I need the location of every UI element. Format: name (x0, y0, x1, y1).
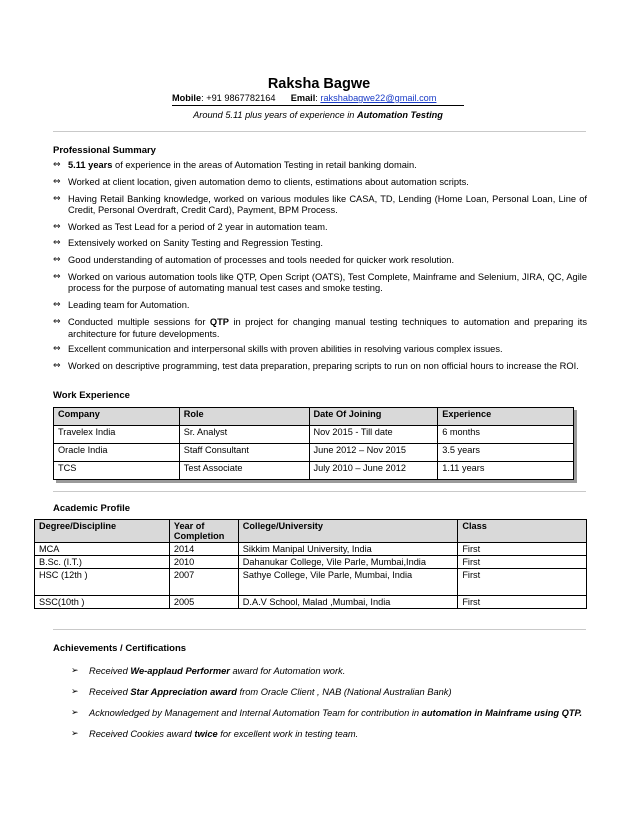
table-cell: Staff Consultant (179, 444, 309, 462)
arrowhead-bullet-icon: ➢ (71, 729, 79, 739)
list-item: ⇔ Worked on various automation tools like QTP, Open Script (OATS), Test Complete, Mainframe and Selenium, JIRA, QC, Agile process for the purpose of automating manual test cases and smoke testing. (53, 271, 587, 294)
column-header: Role (179, 408, 309, 426)
table-row (54, 444, 574, 462)
double-arrow-icon: ⇔ (53, 193, 61, 204)
list-item: ⇔ Conducted multiple sessions for QTP in project for changing manual testing techniques to automation and preparing its architecture for future developments. (53, 317, 588, 339)
tagline-highlight: Automation Testing (356, 110, 443, 120)
table-cell: 3.5 years (438, 444, 574, 462)
tagline-text: Around 5.11 plus years of experience in (193, 110, 355, 120)
double-arrow-icon: ⇔ (53, 176, 61, 187)
table-cell: 2007 (169, 569, 238, 596)
table-cell: 2010 (169, 556, 238, 569)
list-item: ⇔ Excellent communication and interpersonal skills with proven abilities in resolving various complex issues. (53, 344, 503, 355)
column-header: Date Of Joining (309, 408, 438, 426)
table-cell: Travelex India (54, 426, 180, 444)
double-arrow-icon: ⇔ (53, 361, 61, 372)
table-cell: July 2010 – June 2012 (309, 462, 438, 480)
mobile-label: Mobile (172, 93, 202, 103)
achievements-title: Achievements / Certifications (53, 643, 187, 654)
summary-title: Professional Summary (53, 145, 156, 156)
double-arrow-icon: ⇔ (53, 237, 61, 248)
table-cell: SSC(10th ) (35, 596, 170, 609)
table-cell: Oracle India (54, 444, 180, 462)
divider-academic (53, 629, 586, 630)
summary-list (53, 160, 587, 378)
academic-table (34, 519, 587, 609)
table-cell: First (458, 569, 587, 596)
table-cell: TCS (54, 462, 180, 480)
table-cell: Sathye College, Vile Parle, Mumbai, India (238, 569, 458, 596)
list-item: ⇔ Worked as Test Lead for a period of 2 year in automation team. (53, 222, 328, 233)
table-row (35, 596, 587, 609)
list-item: ➢ Received Cookies award twice for excellent work in testing team. (71, 726, 587, 743)
column-header: Year of Completion (169, 520, 238, 543)
candidate-name: Raksha Bagwe (267, 76, 371, 92)
table-cell: First (458, 596, 587, 609)
table-header-row (35, 520, 587, 543)
table-row (35, 543, 587, 556)
table-cell: Sr. Analyst (179, 426, 309, 444)
double-arrow-icon: ⇔ (53, 271, 61, 282)
experience-tagline (172, 110, 464, 120)
list-item: ⇔ Extensively worked on Sanity Testing and Regression Testing. (53, 237, 323, 248)
table-cell: Dahanukar College, Vile Parle, Mumbai,India (238, 556, 458, 569)
list-item: ⇔ 5.11 years of experience in the areas of Automation Testing in retail banking domain. (53, 160, 417, 170)
work-title: Work Experience (53, 390, 130, 401)
table-cell: B.Sc. (I.T.) (35, 556, 170, 569)
table-cell: Sikkim Manipal University, India (238, 543, 458, 556)
table-cell: Test Associate (179, 462, 309, 480)
double-arrow-icon: ⇔ (53, 300, 61, 311)
table-cell: June 2012 – Nov 2015 (309, 444, 438, 462)
table-cell: HSC (12th ) (35, 569, 170, 596)
list-item: ⇔ Leading team for Automation. (53, 300, 190, 311)
contact-line: Mobile: +91 9867782164 Email: rakshabagwe22@gmail.com (172, 93, 437, 103)
double-arrow-icon: ⇔ (53, 160, 61, 170)
work-experience-table (53, 407, 574, 480)
list-item: ⇔ Good understanding of automation of processes and tools needed for quicker work resolution. (53, 254, 455, 265)
table-row (54, 462, 574, 480)
table-cell: MCA (35, 543, 170, 556)
arrowhead-bullet-icon: ➢ (71, 708, 79, 718)
table-header-row (54, 408, 574, 426)
column-header: College/University (238, 520, 458, 543)
email-link[interactable]: rakshabagwe22@gmail.com (320, 93, 437, 103)
table-cell: 6 months (438, 426, 574, 444)
divider-header (53, 131, 586, 132)
list-item: ⇔ Having Retail Banking knowledge, worked on various modules like CASA, TD, Lending (Home Loan, Personal Loan, Line of Credit, Personal Overdraft, Credit Card), Payment, BPM Process. (53, 193, 587, 216)
double-arrow-icon: ⇔ (53, 222, 61, 233)
table-cell: 2014 (169, 543, 238, 556)
double-arrow-icon: ⇔ (53, 317, 61, 328)
list-item: ➢ Acknowledged by Management and Internal Automation Team for contribution in automation in Mainframe using QTP. (71, 705, 587, 722)
column-header: Degree/Discipline (35, 520, 170, 543)
list-item: ➢ Received Star Appreciation award from Oracle Client , NAB (National Australian Bank) (71, 684, 587, 701)
column-header: Company (54, 408, 180, 426)
list-item: ⇔ Worked at client location, given automation demo to clients, estimations about automation scripts. (53, 176, 469, 187)
arrowhead-bullet-icon: ➢ (71, 687, 79, 697)
table-cell: First (458, 543, 587, 556)
table-row (35, 569, 587, 596)
table-row (35, 556, 587, 569)
double-arrow-icon: ⇔ (53, 344, 61, 355)
double-arrow-icon: ⇔ (53, 254, 61, 265)
table-cell: D.A.V School, Malad ,Mumbai, India (238, 596, 458, 609)
table-cell: Nov 2015 - Till date (309, 426, 438, 444)
table-cell: First (458, 556, 587, 569)
list-item: ➢ Received We-applaud Performer award for Automation work. (71, 663, 587, 680)
mobile-value: : +91 9867782164 (201, 93, 276, 103)
table-row (54, 426, 574, 444)
email-label: Email (290, 93, 316, 103)
table-cell: 1.11 years (438, 462, 574, 480)
achievements-list (71, 663, 587, 747)
academic-title: Academic Profile (53, 503, 131, 514)
table-cell: 2005 (169, 596, 238, 609)
column-header: Class (458, 520, 587, 543)
list-item: ⇔ Worked on descriptive programming, test data preparation, preparing scripts to run on non official hours to increase the ROI. (53, 361, 579, 372)
arrowhead-bullet-icon: ➢ (71, 666, 79, 676)
column-header: Experience (438, 408, 574, 426)
contact-underline (172, 105, 464, 106)
divider-work (53, 491, 586, 492)
